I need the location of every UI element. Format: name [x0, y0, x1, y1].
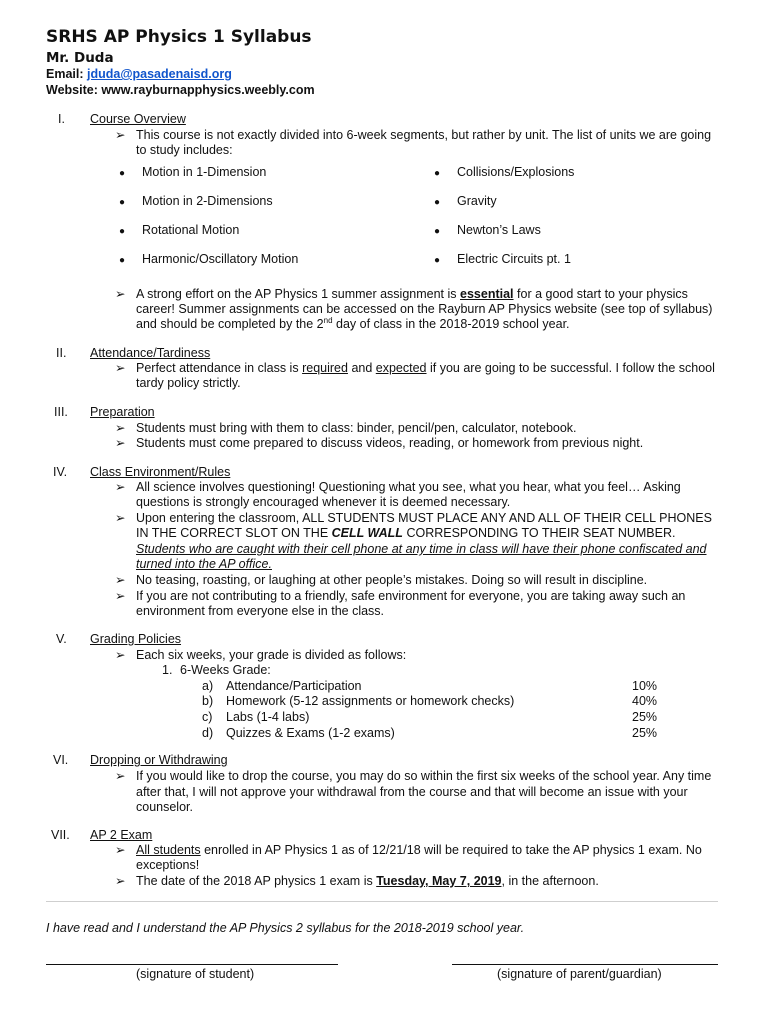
- grade-item-label: Homework (5-12 assignments or homework checks): [226, 694, 515, 708]
- bullet-dot-icon: ●: [434, 255, 441, 266]
- attendance-text: if you are going to be successful. I follow the school: [430, 361, 715, 375]
- unit-item: Motion in 1-Dimension: [142, 165, 267, 179]
- email-label: Email:: [46, 67, 84, 81]
- bullet-dot-icon: ●: [119, 226, 126, 237]
- preparation-line: Students must come prepared to discuss videos, reading, or homework from previous night.: [136, 436, 644, 450]
- withdraw-line: after that, I will not approve your withdrawal from the course and that will become an issue with your: [136, 785, 688, 799]
- rules-text: CORRESPONDING TO THEIR SEAT NUMBER.: [406, 526, 676, 540]
- summer-text: for a good start to your physics: [517, 287, 688, 301]
- unit-item: Collisions/Explosions: [457, 165, 575, 179]
- exam-text: , in the afternoon.: [501, 874, 599, 888]
- summer-text: and should be completed by the 2: [136, 317, 324, 331]
- parent-signature-line[interactable]: [452, 964, 718, 965]
- bullet-dot-icon: ●: [434, 168, 441, 179]
- attendance-line: [136, 361, 715, 377]
- arrow-icon: ➢: [115, 361, 126, 375]
- arrow-icon: ➢: [115, 480, 126, 494]
- summer-text: A strong effort on the AP Physics 1 summer assignment is: [136, 287, 457, 301]
- bullet-dot-icon: ●: [119, 197, 126, 208]
- grading-line: Each six weeks, your grade is divided as follows:: [136, 648, 407, 662]
- divider: [46, 901, 718, 902]
- section-6-number: VI.: [53, 753, 69, 767]
- arrow-icon: ➢: [115, 128, 126, 142]
- cell-wall-emphasis: CELL WALL: [331, 526, 403, 540]
- rules-line: [136, 526, 675, 542]
- unit-item: Rotational Motion: [142, 223, 240, 237]
- superscript: nd: [323, 315, 333, 325]
- section-1-heading: Course Overview: [90, 112, 186, 126]
- section-4-heading: Class Environment/Rules: [90, 465, 231, 479]
- rules-line: questions is strongly encouraged whenever it is deemed necessary.: [136, 495, 511, 509]
- section-1-number: I.: [58, 112, 65, 126]
- grade-item-label: Attendance/Participation: [226, 679, 362, 693]
- student-signature-line[interactable]: [46, 964, 338, 965]
- arrow-icon: ➢: [115, 874, 126, 888]
- acknowledgement-statement: I have read and I understand the AP Physics 2 syllabus for the 2018-2019 school year.: [46, 921, 525, 935]
- grade-item-percent: 10%: [632, 679, 658, 693]
- unit-item: Motion in 2-Dimensions: [142, 194, 273, 208]
- section-6-heading: Dropping or Withdrawing: [90, 753, 228, 767]
- grading-sub-label: 6-Weeks Grade:: [180, 663, 271, 677]
- section-3-number: III.: [54, 405, 68, 419]
- rules-line: Upon entering the classroom, ALL STUDENTS MUST PLACE ANY AND ALL OF THEIR CELL PHONES: [136, 511, 712, 525]
- summer-line: [136, 317, 570, 333]
- attendance-text: Perfect attendance in class is: [136, 361, 299, 375]
- withdraw-line: counselor.: [136, 800, 193, 814]
- bullet-dot-icon: ●: [119, 168, 126, 179]
- all-students-emphasis: All students: [136, 843, 201, 857]
- arrow-icon: ➢: [115, 436, 126, 450]
- rules-line-emphasis: turned into the AP office.: [136, 557, 272, 571]
- exam-line: [136, 874, 599, 890]
- summer-text: day of class in the 2018-2019 school year.: [336, 317, 570, 331]
- section-5-number: V.: [56, 632, 67, 646]
- exam-line: exceptions!: [136, 858, 200, 872]
- required-emphasis: required: [302, 361, 348, 375]
- rules-line-emphasis: Students who are caught with their cell phone at any time in class will have their phone confiscated and: [136, 542, 707, 556]
- section-3-heading: Preparation: [90, 405, 155, 419]
- page-title: SRHS AP Physics 1 Syllabus: [46, 27, 312, 47]
- arrow-icon: ➢: [115, 843, 126, 857]
- summer-line: career! Summer assignments can be accessed on the Rayburn AP Physics website (see top of syllabus): [136, 302, 713, 316]
- grading-sub-number: 1.: [162, 663, 173, 677]
- unit-item: Gravity: [457, 194, 497, 208]
- grade-item-letter: d): [202, 726, 214, 740]
- exam-text: The date of the 2018 AP physics 1 exam is: [136, 874, 373, 888]
- grade-item-label: Quizzes & Exams (1-2 exams): [226, 726, 395, 740]
- withdraw-line: If you would like to drop the course, you may do so within the first six weeks of the school year. Any time: [136, 769, 712, 783]
- parent-signature-label: (signature of parent/guardian): [497, 967, 662, 981]
- arrow-icon: ➢: [115, 589, 126, 603]
- grade-item-percent: 25%: [632, 726, 658, 740]
- attendance-text: and: [351, 361, 373, 375]
- essential-emphasis: essential: [460, 287, 514, 301]
- grade-item-percent: 40%: [632, 694, 658, 708]
- grade-item-label: Labs (1-4 labs): [226, 710, 310, 724]
- grade-item-letter: c): [202, 710, 213, 724]
- arrow-icon: ➢: [115, 573, 126, 587]
- teacher-name: Mr. Duda: [46, 50, 114, 66]
- rules-line: No teasing, roasting, or laughing at other people’s mistakes. Doing so will result in discipline.: [136, 573, 648, 587]
- summer-line: [136, 287, 688, 303]
- exam-date-emphasis: Tuesday, May 7, 2019: [376, 874, 502, 888]
- section-4-number: IV.: [53, 465, 68, 479]
- rules-line: All science involves questioning! Questioning what you see, what you hear, what you feel… Asking: [136, 480, 681, 494]
- section-7-heading: AP 2 Exam: [90, 828, 153, 842]
- unit-item: Harmonic/Oscillatory Motion: [142, 252, 299, 266]
- rules-line: If you are not contributing to a friendly, safe environment for everyone, you are taking away such an: [136, 589, 686, 603]
- grade-item-letter: a): [202, 679, 214, 693]
- website-line: Website: www.rayburnapphysics.weebly.com: [46, 83, 315, 97]
- unit-item: Electric Circuits pt. 1: [457, 252, 571, 266]
- attendance-line: tardy policy strictly.: [136, 376, 241, 390]
- preparation-line: Students must bring with them to class: binder, pencil/pen, calculator, notebook.: [136, 421, 577, 435]
- arrow-icon: ➢: [115, 287, 126, 301]
- email-link[interactable]: jduda@pasadenaisd.org: [87, 67, 232, 81]
- section-2-heading: Attendance/Tardiness: [90, 346, 211, 360]
- expected-emphasis: expected: [375, 361, 427, 375]
- section-2-number: II.: [56, 346, 67, 360]
- exam-line: [136, 843, 702, 859]
- grade-item-percent: 25%: [632, 710, 658, 724]
- grade-item-letter: b): [202, 694, 214, 708]
- unit-item: Newton’s Laws: [457, 223, 541, 237]
- rules-text: IN THE CORRECT SLOT ON THE: [136, 526, 329, 540]
- overview-line: to study includes:: [136, 143, 233, 157]
- arrow-icon: ➢: [115, 421, 126, 435]
- bullet-dot-icon: ●: [119, 255, 126, 266]
- section-7-number: VII.: [51, 828, 70, 842]
- bullet-dot-icon: ●: [434, 197, 441, 208]
- email-line: [46, 67, 232, 81]
- arrow-icon: ➢: [115, 648, 126, 662]
- section-5-heading: Grading Policies: [90, 632, 182, 646]
- overview-line: This course is not exactly divided into 6-week segments, but rather by unit. The list of units we are going: [136, 128, 712, 142]
- arrow-icon: ➢: [115, 511, 126, 525]
- exam-text: enrolled in AP Physics 1 as of 12/21/18 will be required to take the AP physics 1 exam. No: [204, 843, 702, 857]
- arrow-icon: ➢: [115, 769, 126, 783]
- bullet-dot-icon: ●: [434, 226, 441, 237]
- rules-line: environment from everyone else in the class.: [136, 604, 385, 618]
- student-signature-label: (signature of student): [136, 967, 255, 981]
